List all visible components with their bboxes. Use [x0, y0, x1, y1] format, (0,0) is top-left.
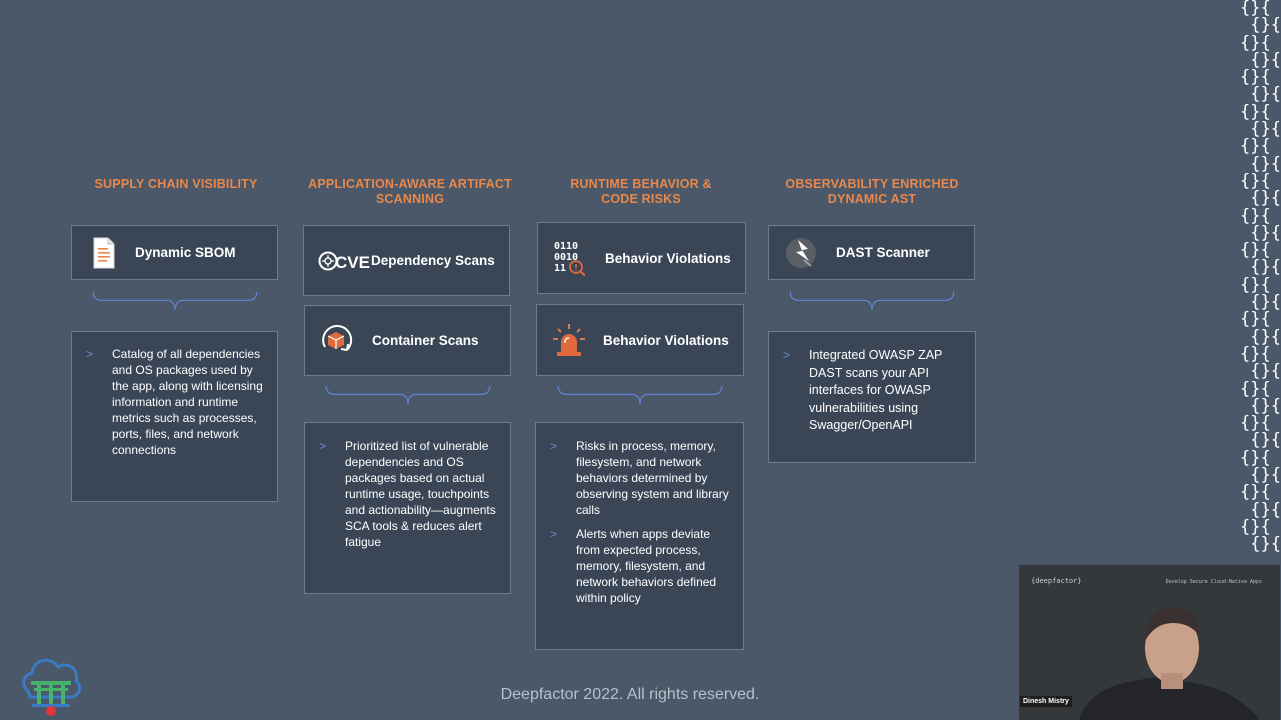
bracket-column-1: [70, 291, 280, 313]
binary-row-3: 11: [554, 263, 567, 274]
decorative-braces-pattern: {}{ {}{ {}{ {}{ {}{ {}{ {}{ {}{ {}{ {}{ {}{ {}{ {}{ {}{ {}{ {}{ {}{ {}{ {}{ {}{ {}{ {}{ {}{ {}{ {}{ {}{ {}{ {}{ {}{ {}{ {}{ {}{: [1240, 0, 1281, 555]
video-participant-tile[interactable]: [1019, 565, 1280, 720]
dependency-scans-label: Dependency Scans: [371, 253, 495, 268]
dynamic-ast-description: [768, 331, 976, 463]
column-heading-supply-chain: SUPPLY CHAIN VISIBILITY: [94, 177, 258, 191]
footer-copyright: Deepfactor 2022. All rights reserved.: [500, 686, 760, 703]
column-heading-dynamic-ast: OBSERVABILITY ENRICHED DYNAMIC AST: [785, 177, 959, 206]
dynamic-sbom-card[interactable]: [71, 225, 278, 280]
cve-icon: [318, 243, 370, 279]
runtime-behavior-description: [535, 422, 744, 650]
behavior-violations-card-2[interactable]: [536, 304, 744, 376]
list-item: > Prioritized list of vulnerable dependencies and OS packages based on actual runtime usage, touchpoints and actionability—augments SCA tools & reduces alert fatigue: [319, 439, 496, 549]
bracket-column-4: [767, 291, 977, 313]
participant-avatar: [1079, 593, 1279, 720]
list-item: > Catalog of all dependencies and OS packages used by the app, along with licensing information and runtime metrics such as processes, ports, files, and network connections: [86, 347, 263, 457]
list-item: > Integrated OWASP ZAP DAST scans your API interfaces for OWASP vulnerabilities using Swagger/OpenAPI: [781, 347, 963, 435]
artifact-scanning-description: [304, 422, 511, 594]
chevron-right-icon: >: [550, 439, 558, 453]
dependency-scans-card[interactable]: [303, 225, 510, 296]
chevron-right-icon: >: [783, 348, 791, 362]
container-scans-label: Container Scans: [372, 333, 479, 348]
binary-alert-icon: [554, 240, 588, 276]
video-brand-text: {deepfactor}: [1031, 577, 1082, 585]
column-heading-artifact-scanning: APPLICATION-AWARE ARTIFACT SCANNING: [308, 177, 512, 206]
behavior-violations-label-2: Behavior Violations: [603, 332, 729, 348]
behavior-violations-label-1: Behavior Violations: [605, 250, 731, 266]
dast-scanner-label: DAST Scanner: [836, 245, 930, 260]
video-tagline: Develop Secure Cloud-Native Apps: [1165, 579, 1262, 585]
behavior-violations-card-1[interactable]: [537, 222, 746, 294]
binary-row-1: 0110: [554, 241, 579, 252]
list-item: > Risks in process, memory, filesystem, and network behaviors determined by observing system and library calls: [550, 439, 729, 517]
cve-icon-text: CVE: [335, 252, 370, 272]
supply-chain-description: [71, 331, 278, 502]
column-heading-runtime-behavior: RUNTIME BEHAVIOR & CODE RISKS: [570, 177, 712, 206]
dynamic-sbom-label: Dynamic SBOM: [135, 245, 236, 260]
bracket-column-3: [535, 385, 745, 407]
chevron-right-icon: >: [319, 439, 327, 453]
document-icon: [86, 235, 122, 271]
bracket-column-2: [303, 385, 513, 407]
binary-row-2: 0010: [554, 252, 579, 263]
list-item: > Alerts when apps deviate from expected process, memory, filesystem, and network behaviors defined within policy: [550, 527, 717, 605]
chevron-right-icon: >: [550, 527, 558, 541]
alarm-light-icon: [551, 322, 587, 358]
dast-scanner-card[interactable]: [768, 225, 975, 280]
participant-name-label: Dinesh Mistry: [1020, 696, 1072, 707]
lightning-icon: [783, 235, 819, 271]
container-scans-card[interactable]: [304, 305, 511, 376]
container-scan-icon: [319, 323, 355, 359]
chevron-right-icon: >: [86, 347, 94, 361]
